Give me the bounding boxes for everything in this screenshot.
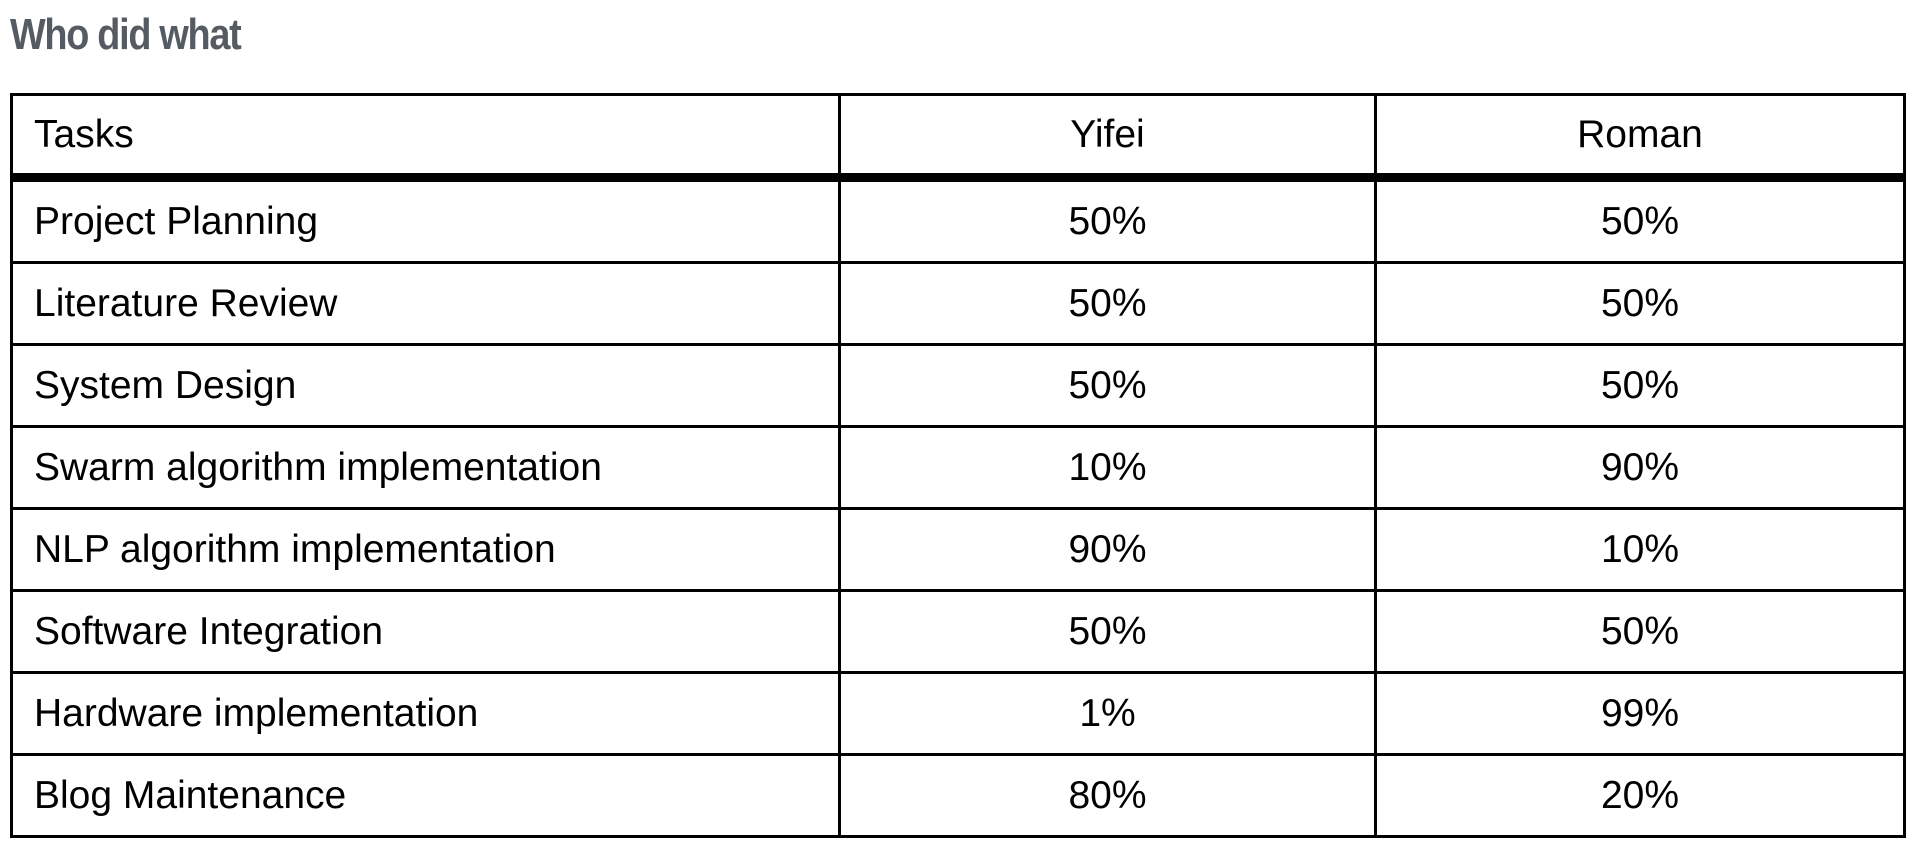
contribution-table [10,93,1906,838]
table-row [12,509,1905,591]
table-row [12,591,1905,673]
yifei-share-cell: 50% [840,178,1376,263]
roman-share-cell: 50% [1376,591,1905,673]
roman-share-cell: 90% [1376,427,1905,509]
roman-share-cell: 50% [1376,345,1905,427]
task-cell: Software Integration [12,591,840,673]
header-roman: Roman [1376,95,1905,178]
table-row [12,178,1905,263]
yifei-share-cell: 1% [840,673,1376,755]
task-cell: Hardware implementation [12,673,840,755]
yifei-share-cell: 50% [840,345,1376,427]
header-yifei: Yifei [840,95,1376,178]
task-cell: Blog Maintenance [12,755,840,837]
yifei-share-cell: 80% [840,755,1376,837]
roman-share-cell: 20% [1376,755,1905,837]
task-cell: NLP algorithm implementation [12,509,840,591]
task-cell: Swarm algorithm implementation [12,427,840,509]
yifei-share-cell: 10% [840,427,1376,509]
page-title: Who did what [10,10,241,59]
roman-share-cell: 10% [1376,509,1905,591]
table-header-row [12,95,1905,178]
yifei-share-cell: 90% [840,509,1376,591]
table-row [12,345,1905,427]
table-row [12,755,1905,837]
task-cell: Project Planning [12,178,840,263]
roman-share-cell: 99% [1376,673,1905,755]
table-row [12,427,1905,509]
task-cell: Literature Review [12,263,840,345]
roman-share-cell: 50% [1376,263,1905,345]
table-row [12,673,1905,755]
yifei-share-cell: 50% [840,263,1376,345]
yifei-share-cell: 50% [840,591,1376,673]
roman-share-cell: 50% [1376,178,1905,263]
header-tasks: Tasks [12,95,840,178]
task-cell: System Design [12,345,840,427]
table-row [12,263,1905,345]
